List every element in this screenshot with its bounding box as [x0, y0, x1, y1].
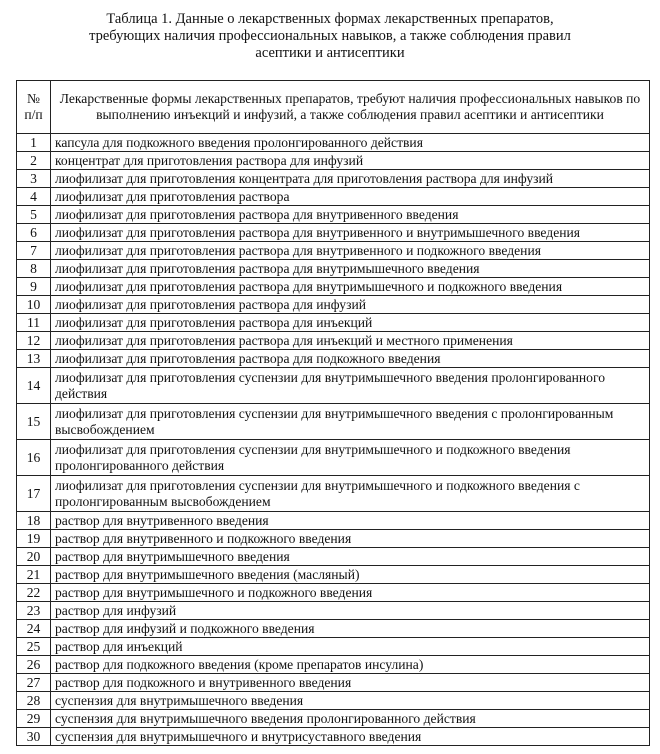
- row-number: 30: [17, 728, 51, 746]
- caption-line-2: требующих наличия профессиональных навыков, а также соблюдения правил: [89, 28, 571, 44]
- table-row: [17, 638, 650, 656]
- row-number: 28: [17, 692, 51, 710]
- row-dosage-form: лиофилизат для приготовления концентрата для приготовления раствора для инфузий: [51, 170, 650, 188]
- row-number: 17: [17, 476, 51, 512]
- table-row: [17, 188, 650, 206]
- table-row: [17, 224, 650, 242]
- row-number: 7: [17, 242, 51, 260]
- table-row: [17, 566, 650, 584]
- row-dosage-form: раствор для внутривенного введения: [51, 512, 650, 530]
- row-number: 25: [17, 638, 51, 656]
- row-dosage-form: лиофилизат для приготовления раствора: [51, 188, 650, 206]
- row-number: 16: [17, 440, 51, 476]
- row-dosage-form: раствор для подкожного введения (кроме препаратов инсулина): [51, 656, 650, 674]
- row-number: 1: [17, 134, 51, 152]
- row-dosage-form: раствор для внутривенного и подкожного введения: [51, 530, 650, 548]
- row-number: 12: [17, 332, 51, 350]
- row-number: 26: [17, 656, 51, 674]
- row-dosage-form: суспензия для внутримышечного и внутрисуставного введения: [51, 728, 650, 746]
- row-dosage-form: лиофилизат для приготовления раствора для инъекций и местного применения: [51, 332, 650, 350]
- row-dosage-form: лиофилизат для приготовления суспензии для внутримышечного и подкожного введения пролонгированного действия: [51, 440, 650, 476]
- row-number: 27: [17, 674, 51, 692]
- row-dosage-form: раствор для внутримышечного и подкожного введения: [51, 584, 650, 602]
- row-dosage-form: капсула для подкожного введения пролонгированного действия: [51, 134, 650, 152]
- table-row: [17, 548, 650, 566]
- row-dosage-form: раствор для инфузий: [51, 602, 650, 620]
- row-dosage-form: суспензия для внутримышечного введения: [51, 692, 650, 710]
- table-row: [17, 206, 650, 224]
- row-number: 15: [17, 404, 51, 440]
- table-row: [17, 674, 650, 692]
- row-dosage-form: лиофилизат для приготовления раствора для инъекций: [51, 314, 650, 332]
- row-dosage-form: лиофилизат для приготовления раствора для внутривенного и внутримышечного введения: [51, 224, 650, 242]
- caption-line-1: Таблица 1. Данные о лекарственных формах лекарственных препаратов,: [106, 11, 554, 27]
- table-row: [17, 170, 650, 188]
- table-row: [17, 512, 650, 530]
- table-row: [17, 440, 650, 476]
- row-dosage-form: концентрат для приготовления раствора для инфузий: [51, 152, 650, 170]
- row-number: 2: [17, 152, 51, 170]
- row-dosage-form: раствор для внутримышечного введения (масляный): [51, 566, 650, 584]
- row-dosage-form: лиофилизат для приготовления раствора для внутримышечного введения: [51, 260, 650, 278]
- table-row: [17, 314, 650, 332]
- row-dosage-form: суспензия для внутримышечного введения пролонгированного действия: [51, 710, 650, 728]
- table-row: [17, 368, 650, 404]
- row-number: 19: [17, 530, 51, 548]
- table-header-row: [17, 81, 650, 134]
- table-row: [17, 350, 650, 368]
- row-number: 18: [17, 512, 51, 530]
- header-dosage-form: Лекарственные формы лекарственных препаратов, требуют наличия профессиональных навыков по выполнению инъекций и инфузий, а также соблюдения правил асептики и антисептики: [51, 81, 650, 134]
- row-dosage-form: раствор для инъекций: [51, 638, 650, 656]
- row-number: 21: [17, 566, 51, 584]
- table-row: [17, 710, 650, 728]
- table-row: [17, 728, 650, 746]
- row-number: 5: [17, 206, 51, 224]
- table-body: [17, 134, 650, 746]
- table-row: [17, 332, 650, 350]
- row-number: 13: [17, 350, 51, 368]
- table-row: [17, 656, 650, 674]
- table-row: [17, 404, 650, 440]
- row-number: 10: [17, 296, 51, 314]
- table-caption: [0, 11, 660, 62]
- table-row: [17, 476, 650, 512]
- row-number: 23: [17, 602, 51, 620]
- table-row: [17, 134, 650, 152]
- table-row: [17, 602, 650, 620]
- row-number: 3: [17, 170, 51, 188]
- row-number: 11: [17, 314, 51, 332]
- table-row: [17, 260, 650, 278]
- row-dosage-form: раствор для инфузий и подкожного введения: [51, 620, 650, 638]
- table-row: [17, 620, 650, 638]
- row-dosage-form: раствор для внутримышечного введения: [51, 548, 650, 566]
- row-dosage-form: лиофилизат для приготовления раствора для внутримышечного и подкожного введения: [51, 278, 650, 296]
- dosage-forms-table: [16, 80, 650, 746]
- row-number: 8: [17, 260, 51, 278]
- row-dosage-form: лиофилизат для приготовления раствора для внутривенного введения: [51, 206, 650, 224]
- row-number: 29: [17, 710, 51, 728]
- table-row: [17, 530, 650, 548]
- caption-line-3: асептики и антисептики: [255, 45, 405, 61]
- table-row: [17, 242, 650, 260]
- row-number: 24: [17, 620, 51, 638]
- row-dosage-form: лиофилизат для приготовления раствора для подкожного введения: [51, 350, 650, 368]
- row-number: 6: [17, 224, 51, 242]
- table-row: [17, 692, 650, 710]
- table-row: [17, 152, 650, 170]
- row-dosage-form: лиофилизат для приготовления суспензии для внутримышечного введения с пролонгированным высвобождением: [51, 404, 650, 440]
- row-dosage-form: лиофилизат для приготовления раствора для инфузий: [51, 296, 650, 314]
- row-dosage-form: раствор для подкожного и внутривенного введения: [51, 674, 650, 692]
- row-number: 22: [17, 584, 51, 602]
- row-dosage-form: лиофилизат для приготовления раствора для внутривенного и подкожного введения: [51, 242, 650, 260]
- row-dosage-form: лиофилизат для приготовления суспензии для внутримышечного введения пролонгированного действия: [51, 368, 650, 404]
- table-row: [17, 278, 650, 296]
- row-number: 14: [17, 368, 51, 404]
- header-number: № п/п: [17, 81, 51, 134]
- table-row: [17, 584, 650, 602]
- table-row: [17, 296, 650, 314]
- row-number: 9: [17, 278, 51, 296]
- row-dosage-form: лиофилизат для приготовления суспензии для внутримышечного и подкожного введения с пролонгированным высвобождением: [51, 476, 650, 512]
- row-number: 4: [17, 188, 51, 206]
- row-number: 20: [17, 548, 51, 566]
